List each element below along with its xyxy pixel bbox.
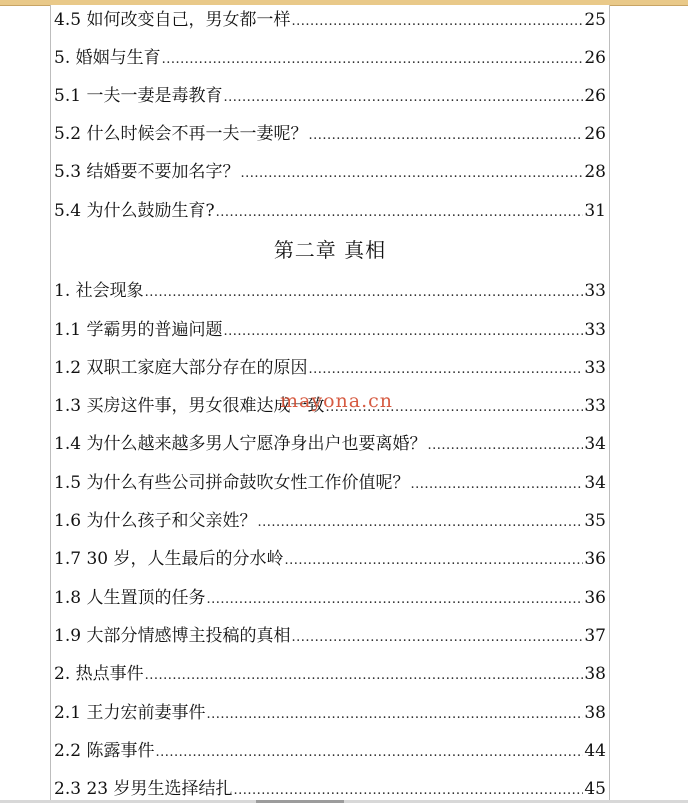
toc-entry[interactable] bbox=[54, 430, 606, 458]
toc-leader-dots bbox=[284, 547, 583, 575]
toc-entry[interactable] bbox=[54, 120, 606, 148]
toc-entry[interactable] bbox=[54, 158, 606, 186]
toc-entry[interactable] bbox=[54, 622, 606, 650]
toc-leader-dots bbox=[162, 46, 584, 74]
toc-entry[interactable] bbox=[54, 545, 606, 573]
toc-entry-title: 4.5 如何改变自己，男女都一样 bbox=[54, 10, 291, 30]
toc-entry-title: 1.7 30 岁，人生最后的分水岭 bbox=[54, 549, 284, 569]
toc-leader-dots bbox=[257, 509, 583, 537]
toc-leader-dots bbox=[223, 318, 583, 346]
toc-entry-page: 38 bbox=[584, 703, 606, 723]
toc-entry[interactable] bbox=[54, 316, 606, 344]
toc-leader-dots bbox=[427, 432, 583, 460]
toc-entry-page: 31 bbox=[584, 201, 606, 221]
toc-entry-page: 34 bbox=[584, 434, 606, 454]
toc-entry-title: 2.1 王力宏前妻事件 bbox=[54, 703, 206, 723]
toc-entry-page: 33 bbox=[584, 358, 606, 378]
toc-entry-page: 36 bbox=[584, 588, 606, 608]
toc-entry[interactable] bbox=[54, 277, 606, 305]
toc-entry[interactable] bbox=[54, 44, 606, 72]
toc-entry-title: 1. 社会现象 bbox=[54, 281, 144, 301]
toc-entry-page: 45 bbox=[584, 779, 606, 799]
toc-entry-title: 2.2 陈露事件 bbox=[54, 741, 155, 761]
toc-entry-page: 44 bbox=[584, 741, 606, 761]
toc-entry-title: 5.3 结婚要不要加名字？ bbox=[54, 162, 240, 182]
toc-entry-title: 2. 热点事件 bbox=[54, 664, 144, 684]
toc-leader-dots bbox=[155, 739, 583, 767]
toc-entry-page: 33 bbox=[584, 281, 606, 301]
toc-entry-title: 1.9 大部分情感博主投稿的真相 bbox=[54, 626, 291, 646]
chapter-heading: 第二章 真相 bbox=[273, 238, 387, 262]
toc-entry-page: 33 bbox=[584, 320, 606, 340]
toc-entry-page: 26 bbox=[584, 86, 606, 106]
toc-entry-title: 1.1 学霸男的普遍问题 bbox=[54, 320, 223, 340]
toc-leader-dots bbox=[291, 8, 583, 36]
toc-entry[interactable] bbox=[54, 699, 606, 727]
toc-entry-page: 37 bbox=[584, 626, 606, 646]
toc-entry[interactable] bbox=[54, 354, 606, 382]
toc-entry[interactable] bbox=[54, 660, 606, 688]
toc-entry-title: 1.8 人生置顶的任务 bbox=[54, 588, 206, 608]
toc-entry[interactable] bbox=[54, 507, 606, 535]
toc-entry-title: 5.1 一夫一妻是毒教育 bbox=[54, 86, 223, 106]
toc-entry-page: 36 bbox=[584, 549, 606, 569]
toc-entry[interactable] bbox=[54, 197, 606, 225]
toc-entry-page: 26 bbox=[584, 48, 606, 68]
toc-entry[interactable] bbox=[54, 584, 606, 612]
toc-leader-dots bbox=[216, 199, 584, 227]
toc-leader-dots bbox=[291, 624, 583, 652]
toc-entry-title: 5.4 为什么鼓励生育? bbox=[54, 201, 215, 221]
toc-leader-dots bbox=[145, 279, 584, 307]
toc-entry-title: 1.2 双职工家庭大部分存在的原因 bbox=[54, 358, 308, 378]
toc-leader-dots bbox=[308, 122, 583, 150]
toc-entry-title: 5. 婚姻与生育 bbox=[54, 48, 161, 68]
toc-entry-page: 35 bbox=[584, 511, 606, 531]
toc-leader-dots bbox=[410, 471, 583, 499]
toc-leader-dots bbox=[145, 662, 584, 690]
toc-entry[interactable] bbox=[54, 469, 606, 497]
toc-entry-title: 2.3 23 岁男生选择结扎 bbox=[54, 779, 233, 799]
toc-entry-title: 1.3 买房这件事，男女很难达成一致 bbox=[54, 396, 325, 416]
toc-leader-dots bbox=[206, 701, 583, 729]
toc-entry-page: 26 bbox=[584, 124, 606, 144]
watermark-text: mayona.cn bbox=[280, 390, 393, 412]
toc-entry-page: 28 bbox=[584, 162, 606, 182]
toc-entry-title: 1.6 为什么孩子和父亲姓？ bbox=[54, 511, 257, 531]
toc-entry-title: 5.2 什么时候会不再一夫一妻呢？ bbox=[54, 124, 308, 144]
toc-entry[interactable] bbox=[54, 737, 606, 765]
toc-entry-title: 1.4 为什么越来越多男人宁愿净身出户也要离婚？ bbox=[54, 434, 427, 454]
toc-leader-dots bbox=[223, 84, 583, 112]
toc-entry[interactable] bbox=[54, 82, 606, 110]
toc-leader-dots bbox=[308, 356, 583, 384]
toc-entry-title: 1.5 为什么有些公司拼命鼓吹女性工作价值呢？ bbox=[54, 473, 410, 493]
toc-entry[interactable] bbox=[54, 775, 606, 800]
toc-entry-page: 38 bbox=[584, 664, 606, 684]
toc-leader-dots bbox=[206, 586, 583, 614]
toc-entry-page: 34 bbox=[584, 473, 606, 493]
toc-leader-dots bbox=[240, 160, 583, 188]
toc-entry[interactable] bbox=[54, 6, 606, 34]
toc-leader-dots bbox=[233, 777, 583, 800]
toc-entry-page: 33 bbox=[584, 396, 606, 416]
toc-entry-page: 25 bbox=[584, 10, 606, 30]
